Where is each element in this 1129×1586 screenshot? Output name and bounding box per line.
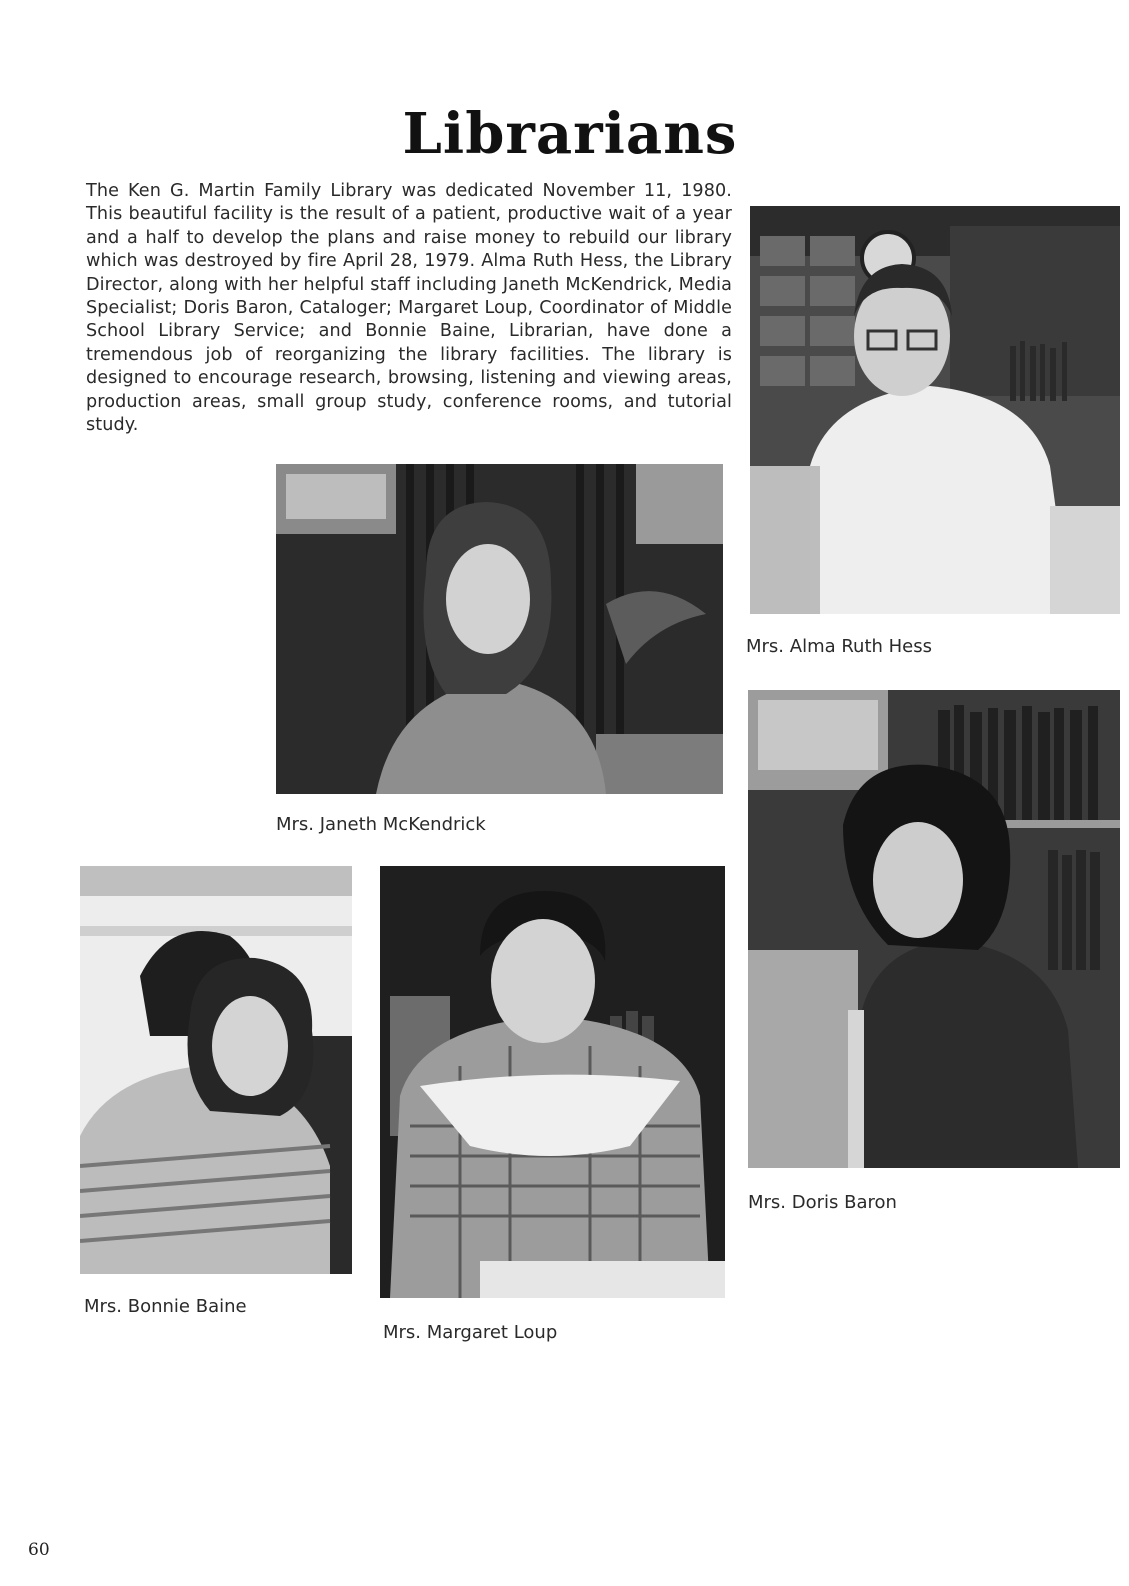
caption-margaret-loup: Mrs. Margaret Loup: [383, 1322, 558, 1343]
photo-margaret-loup: [380, 866, 725, 1298]
photo-alma-ruth-hess: [750, 206, 1120, 614]
caption-alma-ruth-hess: Mrs. Alma Ruth Hess: [746, 636, 933, 657]
page-title: Librarians: [402, 101, 738, 167]
photo-doris-baron: [748, 690, 1120, 1168]
page-number: 60: [28, 1540, 50, 1560]
caption-doris-baron: Mrs. Doris Baron: [748, 1192, 897, 1213]
caption-janeth-mckendrick: Mrs. Janeth McKendrick: [276, 814, 486, 835]
caption-bonnie-baine: Mrs. Bonnie Baine: [84, 1296, 247, 1317]
intro-paragraph: The Ken G. Martin Family Library was dedicated November 11, 1980. This beautiful facility is the result of a patient, productive wait of a year and a half to develop the plans and raise money to rebuild our library which was destroyed by fire April 28, 1979. Alma Ruth Hess, the Library Director, along with her helpful staff including Janeth McKendrick, Media Specialist; Doris Baron, Cataloger; Margaret Loup, Coordinator of Middle School Library Service; and Bonnie Baine, Librarian, have done a tremendous job of reorganizing the library facilities. The library is designed to encourage research, browsing, listening and viewing areas, production areas, small group study, conference rooms, and tutorial study.: [86, 181, 732, 436]
photo-janeth-mckendrick: [276, 464, 723, 794]
photo-bonnie-baine: [80, 866, 352, 1274]
